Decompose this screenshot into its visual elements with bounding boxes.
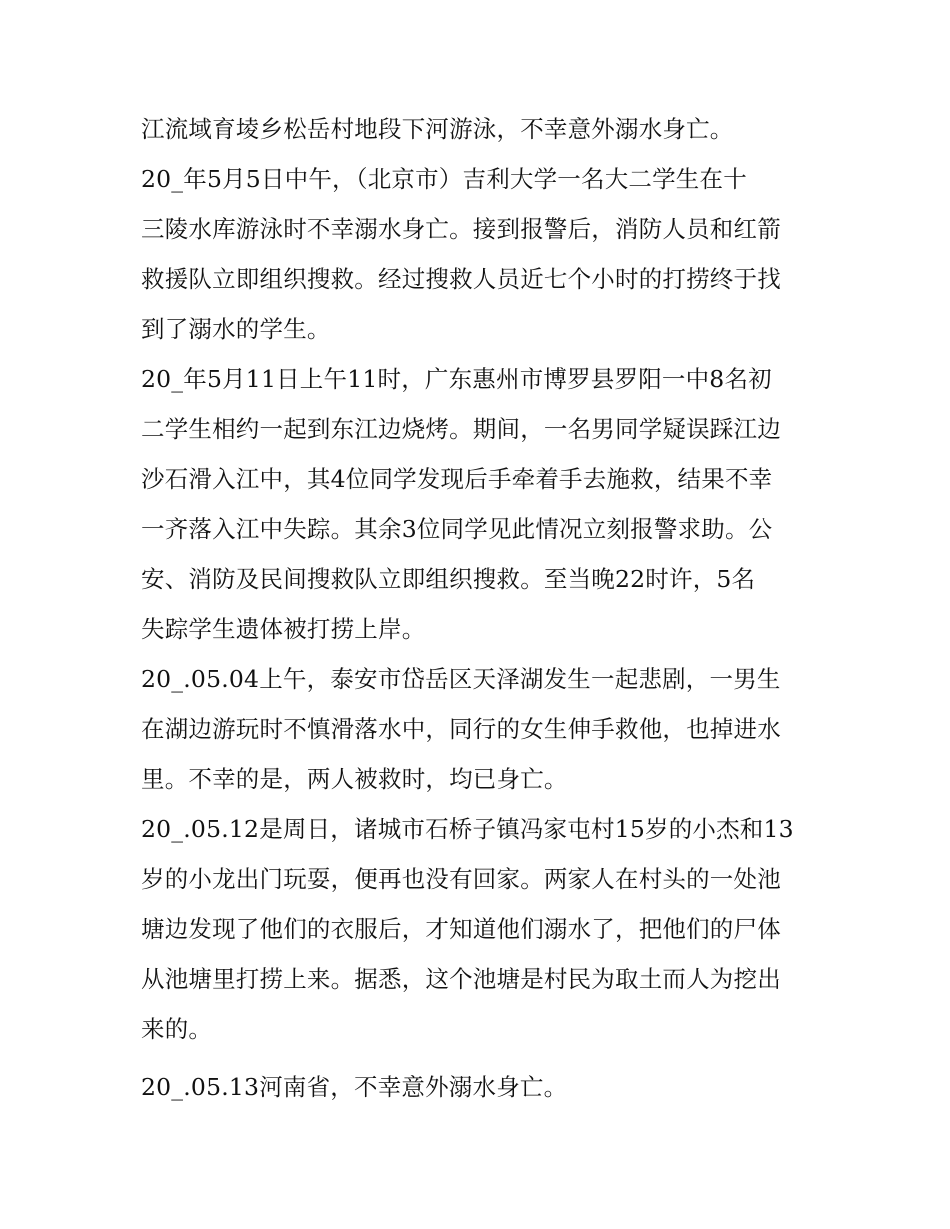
text-line: 20_.05.04上午，泰安市岱岳区天泽湖发生一起悲剧，一男生: [141, 665, 781, 693]
text-line: 一齐落入江中失踪。其余3位同学见此情况立刻报警求助。公: [141, 515, 773, 543]
text-line: 20_年5月11日上午11时，广东惠州市博罗县罗阳一中8名初: [141, 365, 772, 393]
text-line: 里。不幸的是，两人被救时，均已身亡。: [141, 765, 568, 793]
text-line: 20_.05.13河南省，不幸意外溺水身亡。: [141, 1073, 568, 1101]
text-line: 江流域育堎乡松岳村地段下河游泳，不幸意外溺水身亡。: [141, 115, 734, 143]
text-line: 到了溺水的学生。: [141, 315, 331, 343]
text-line: 二学生相约一起到东江边烧烤。期间，一名男同学疑误踩江边: [141, 415, 781, 443]
text-line: 失踪学生遗体被打捞上岸。: [141, 615, 426, 643]
text-line: 20_.05.12是周日，诸城市石桥子镇冯家屯村15岁的小杰和13: [141, 815, 794, 843]
text-line: 救援队立即组织搜救。经过搜救人员近七个小时的打捞终于找: [141, 265, 781, 293]
text-line: 在湖边游玩时不慎滑落水中，同行的女生伸手救他，也掉进水: [141, 715, 781, 743]
text-line: 从池塘里打捞上来。据悉，这个池塘是村民为取土而人为挖出: [141, 965, 781, 993]
text-line: 沙石滑入江中，其4位同学发现后手牵着手去施救，结果不幸: [141, 465, 773, 493]
text-line: 20_年5月5日中午，（北京市）吉利大学一名大二学生在十: [141, 165, 747, 193]
text-line: 来的。: [141, 1015, 213, 1043]
paragraph-gap: [141, 1054, 816, 1062]
text-line: 塘边发现了他们的衣服后，才知道他们溺水了，把他们的尸体: [141, 915, 781, 943]
text-line: 安、消防及民间搜救队立即组织搜救。至当晚22时许，5名: [141, 565, 756, 593]
text-line: 三陵水库游泳时不幸溺水身亡。接到报警后，消防人员和红箭: [141, 215, 781, 243]
text-line: 岁的小龙出门玩耍，便再也没有回家。两家人在村头的一处池: [141, 865, 781, 893]
document-body: [141, 104, 816, 1112]
